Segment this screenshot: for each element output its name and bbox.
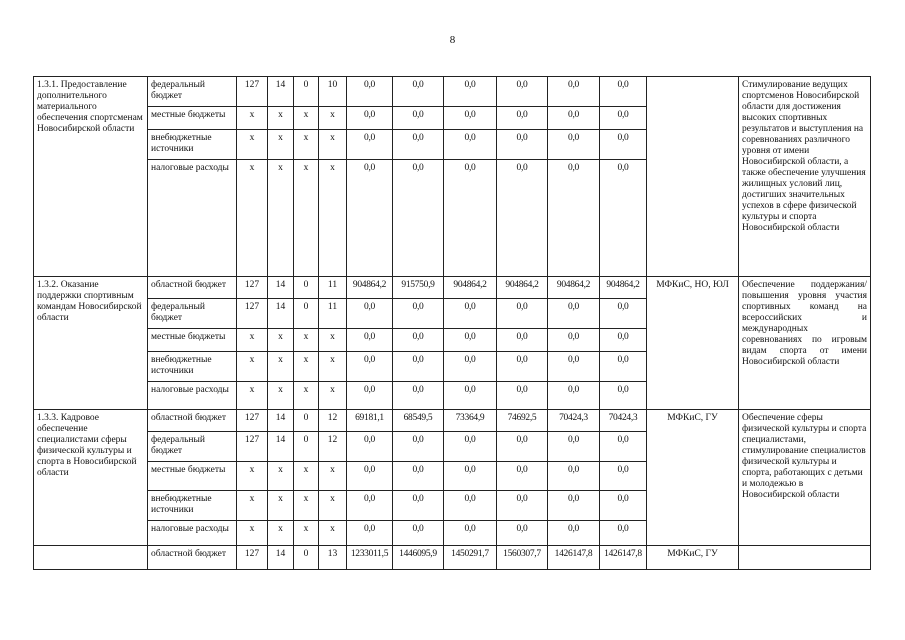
year-value-cell: 0,0 [444,382,497,410]
year-value-cell: 904864,2 [347,277,393,299]
year-value-cell: 0,0 [393,432,444,462]
year-value-cell: 0,0 [497,299,548,329]
year-value-cell: 0,0 [347,130,393,160]
code-target-cell: 13 [319,546,347,570]
year-value-cell: 0,0 [393,352,444,382]
table-row [34,546,871,570]
code-grbs-cell: 127 [237,77,268,107]
year-value-cell: 0,0 [600,77,647,107]
code-target-cell: x [319,462,347,491]
year-value-cell: 0,0 [393,299,444,329]
year-value-cell: 915750,9 [393,277,444,299]
year-value-cell: 0,0 [548,382,600,410]
code-grbs-cell: x [237,130,268,160]
year-value-cell: 0,0 [548,491,600,521]
year-value-cell: 0,0 [444,432,497,462]
year-value-cell: 0,0 [600,130,647,160]
expected-result-cell: Обеспечение сферы физической культуры и спорта специалистами, стимулирование специалистов физической культуры и спорта, работающих с детьми и молодежью в Новосибирской области [739,410,871,546]
year-value-cell: 0,0 [600,432,647,462]
code-target-cell: 11 [319,299,347,329]
year-value-cell: 1446095,9 [393,546,444,570]
year-value-cell: 0,0 [444,107,497,130]
year-value-cell: 0,0 [600,521,647,546]
code-section-cell: x [268,130,294,160]
year-value-cell: 904864,2 [548,277,600,299]
code-section-cell: x [268,352,294,382]
funding-source-cell: областной бюджет [148,410,237,432]
code-subsection-cell: 0 [294,432,319,462]
year-value-cell: 0,0 [548,107,600,130]
year-value-cell: 0,0 [497,329,548,352]
year-value-cell: 0,0 [600,107,647,130]
funding-source-cell: налоговые расходы [148,382,237,410]
code-subsection-cell: x [294,521,319,546]
year-value-cell: 0,0 [444,491,497,521]
code-subsection-cell: 0 [294,277,319,299]
year-value-cell: 0,0 [497,462,548,491]
code-subsection-cell: x [294,130,319,160]
code-subsection-cell: x [294,352,319,382]
year-value-cell: 0,0 [548,352,600,382]
year-value-cell: 0,0 [548,160,600,277]
code-subsection-cell: x [294,329,319,352]
year-value-cell: 0,0 [497,432,548,462]
year-value-cell: 904864,2 [600,277,647,299]
code-grbs-cell: x [237,329,268,352]
year-value-cell: 0,0 [600,352,647,382]
activity-name-cell: 1.3.2. Оказание поддержки спортивным командам Новосибирской области [34,277,148,410]
code-section-cell: 14 [268,277,294,299]
code-target-cell: 12 [319,410,347,432]
year-value-cell: 0,0 [444,130,497,160]
year-value-cell: 904864,2 [497,277,548,299]
activity-name-cell: 1.3.1. Предоставление дополнительного материального обеспечения спортсменам Новосибирской области [34,77,148,277]
funding-source-cell: внебюджетные источники [148,352,237,382]
program-table [33,76,871,570]
year-value-cell: 0,0 [548,299,600,329]
code-target-cell: x [319,107,347,130]
code-subsection-cell: 0 [294,299,319,329]
year-value-cell: 0,0 [347,299,393,329]
year-value-cell: 0,0 [600,299,647,329]
year-value-cell: 0,0 [347,352,393,382]
code-section-cell: x [268,491,294,521]
code-section-cell: x [268,160,294,277]
funding-source-cell: местные бюджеты [148,107,237,130]
year-value-cell: 0,0 [444,299,497,329]
year-value-cell: 0,0 [347,491,393,521]
year-value-cell: 0,0 [444,160,497,277]
year-value-cell: 0,0 [444,329,497,352]
year-value-cell: 0,0 [548,130,600,160]
code-subsection-cell: x [294,107,319,130]
funding-source-cell: федеральный бюджет [148,432,237,462]
year-value-cell: 0,0 [600,160,647,277]
year-value-cell: 0,0 [393,382,444,410]
code-subsection-cell: 0 [294,77,319,107]
year-value-cell: 0,0 [393,521,444,546]
code-target-cell: x [319,130,347,160]
code-grbs-cell: 127 [237,410,268,432]
year-value-cell: 0,0 [347,77,393,107]
year-value-cell: 0,0 [347,382,393,410]
table-row [34,410,871,432]
table-row [34,77,871,107]
code-section-cell: 14 [268,546,294,570]
year-value-cell: 0,0 [497,382,548,410]
year-value-cell: 1426147,8 [548,546,600,570]
year-value-cell: 0,0 [347,329,393,352]
year-value-cell: 0,0 [347,462,393,491]
year-value-cell: 0,0 [548,77,600,107]
year-value-cell: 0,0 [497,491,548,521]
executor-cell [647,77,739,277]
code-target-cell: x [319,352,347,382]
code-target-cell: 12 [319,432,347,462]
year-value-cell: 0,0 [548,432,600,462]
funding-source-cell: налоговые расходы [148,160,237,277]
year-value-cell: 0,0 [393,160,444,277]
code-subsection-cell: x [294,462,319,491]
code-section-cell: x [268,107,294,130]
year-value-cell: 74692,5 [497,410,548,432]
year-value-cell: 0,0 [548,329,600,352]
code-grbs-cell: 127 [237,546,268,570]
code-grbs-cell: x [237,491,268,521]
year-value-cell: 0,0 [347,521,393,546]
year-value-cell: 0,0 [497,107,548,130]
year-value-cell: 73364,9 [444,410,497,432]
code-grbs-cell: x [237,160,268,277]
page-number: 8 [449,34,456,46]
year-value-cell: 0,0 [600,382,647,410]
year-value-cell: 1426147,8 [600,546,647,570]
year-value-cell: 0,0 [347,160,393,277]
expected-result-cell: Обеспечение поддержания/повышения уровня участия спортивных команд на всероссийских и международных соревнованиях по игровым видам спорта от имени Новосибирской области [739,277,871,410]
code-section-cell: 14 [268,299,294,329]
year-value-cell: 1233011,5 [347,546,393,570]
year-value-cell: 70424,3 [600,410,647,432]
year-value-cell: 1560307,7 [497,546,548,570]
code-target-cell: x [319,160,347,277]
funding-source-cell: федеральный бюджет [148,299,237,329]
year-value-cell: 0,0 [444,77,497,107]
code-section-cell: x [268,382,294,410]
year-value-cell: 0,0 [393,130,444,160]
year-value-cell: 0,0 [497,352,548,382]
code-target-cell: x [319,329,347,352]
code-subsection-cell: 0 [294,410,319,432]
code-subsection-cell: x [294,491,319,521]
year-value-cell: 0,0 [497,77,548,107]
code-section-cell: x [268,329,294,352]
year-value-cell: 0,0 [600,462,647,491]
year-value-cell: 0,0 [393,107,444,130]
code-grbs-cell: x [237,521,268,546]
code-subsection-cell: x [294,160,319,277]
year-value-cell: 0,0 [497,521,548,546]
code-target-cell: 11 [319,277,347,299]
code-grbs-cell: 127 [237,277,268,299]
funding-source-cell: федеральный бюджет [148,77,237,107]
year-value-cell: 0,0 [393,462,444,491]
funding-source-cell: областной бюджет [148,277,237,299]
year-value-cell: 904864,2 [444,277,497,299]
code-grbs-cell: 127 [237,299,268,329]
year-value-cell: 0,0 [347,432,393,462]
funding-source-cell: внебюджетные источники [148,491,237,521]
code-section-cell: 14 [268,410,294,432]
year-value-cell: 0,0 [393,77,444,107]
code-grbs-cell: x [237,382,268,410]
expected-result-cell: Стимулирование ведущих спортсменов Новосибирской области для достижения высоких спортивных результатов и выступления на соревнованиях различного уровня от имени Новосибирской области, а также обеспечение улучшения жилищных условий лиц, достигших значительных успехов в сфере физической культуры и спорта Новосибирской области [739,77,871,277]
funding-source-cell: внебюджетные источники [148,130,237,160]
funding-source-cell: местные бюджеты [148,329,237,352]
year-value-cell: 68549,5 [393,410,444,432]
year-value-cell: 0,0 [444,462,497,491]
year-value-cell: 0,0 [497,130,548,160]
code-subsection-cell: 0 [294,546,319,570]
year-value-cell: 0,0 [497,160,548,277]
year-value-cell: 69181,1 [347,410,393,432]
code-grbs-cell: x [237,352,268,382]
year-value-cell: 0,0 [393,329,444,352]
code-section-cell: 14 [268,77,294,107]
year-value-cell: 0,0 [393,491,444,521]
code-target-cell: x [319,521,347,546]
code-grbs-cell: 127 [237,432,268,462]
expected-result-cell [739,546,871,570]
year-value-cell: 1450291,7 [444,546,497,570]
year-value-cell: 0,0 [548,462,600,491]
year-value-cell: 70424,3 [548,410,600,432]
funding-source-cell: областной бюджет [148,546,237,570]
table-row [34,277,871,299]
code-grbs-cell: x [237,462,268,491]
year-value-cell: 0,0 [548,521,600,546]
executor-cell: МФКиС, ГУ [647,546,739,570]
funding-source-cell: налоговые расходы [148,521,237,546]
year-value-cell: 0,0 [347,107,393,130]
year-value-cell: 0,0 [600,491,647,521]
code-section-cell: 14 [268,432,294,462]
code-grbs-cell: x [237,107,268,130]
code-target-cell: 10 [319,77,347,107]
executor-cell: МФКиС, НО, ЮЛ [647,277,739,410]
funding-source-cell: местные бюджеты [148,462,237,491]
code-subsection-cell: x [294,382,319,410]
activity-name-cell [34,546,148,570]
code-target-cell: x [319,491,347,521]
code-section-cell: x [268,521,294,546]
year-value-cell: 0,0 [600,329,647,352]
code-target-cell: x [319,382,347,410]
code-section-cell: x [268,462,294,491]
year-value-cell: 0,0 [444,521,497,546]
year-value-cell: 0,0 [444,352,497,382]
activity-name-cell: 1.3.3. Кадровое обеспечение специалистами сферы физической культуры и спорта в Новосибирской области [34,410,148,546]
executor-cell: МФКиС, ГУ [647,410,739,546]
